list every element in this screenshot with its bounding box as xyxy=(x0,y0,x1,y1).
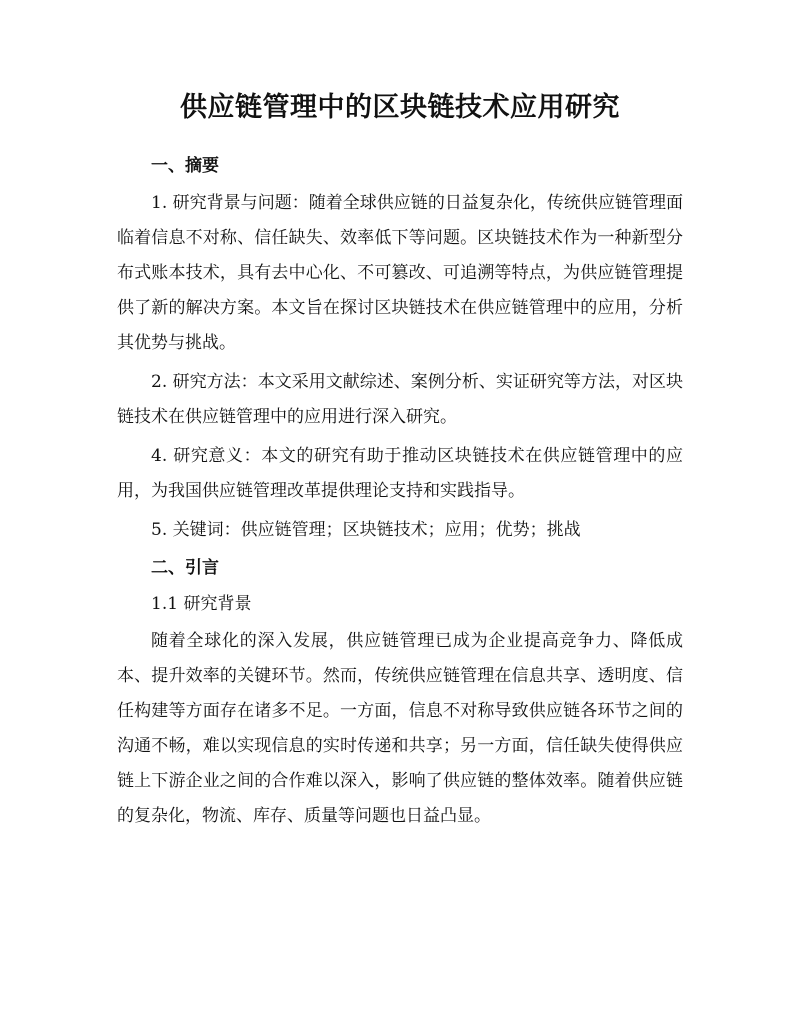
abstract-method-paragraph: 2. 研究方法：本文采用文献综述、案例分析、实证研究等方法，对区块链技术在供应链管理中的应用进行深入研究。 xyxy=(117,372,683,427)
abstract-heading: 一、摘要 xyxy=(151,156,219,176)
abstract-background-paragraph: 1. 研究背景与问题：随着全球供应链的日益复杂化，传统供应链管理面临着信息不对称、信任缺失、效率低下等问题。区块链技术作为一种新型分布式账本技术，具有去中心化、不可篡改、可追溯等特点，为供应链管理提供了新的解决方案。本文旨在探讨区块链技术在供应链管理中的应用，分析其优势与挑战。 xyxy=(117,193,683,353)
intro-subheading: 1.1 研究背景 xyxy=(151,594,252,614)
intro-background-paragraph: 随着全球化的深入发展，供应链管理已成为企业提高竞争力、降低成本、提升效率的关键环节。然而，传统供应链管理在信息共享、透明度、信任构建等方面存在诸多不足。一方面，信息不对称导致供应链各环节之间的沟通不畅，难以实现信息的实时传递和共享；另一方面，信任缺失使得供应链上下游企业之间的合作难以深入，影响了供应链的整体效率。随着供应链的复杂化，物流、库存、质量等问题也日益凸显。 xyxy=(117,631,683,826)
abstract-significance-paragraph: 4. 研究意义：本文的研究有助于推动区块链技术在供应链管理中的应用，为我国供应链管理改革提供理论支持和实践指导。 xyxy=(117,446,683,501)
abstract-keywords-paragraph: 5. 关键词：供应链管理；区块链技术；应用；优势；挑战 xyxy=(151,520,581,540)
document-title: 供应链管理中的区块链技术应用研究 xyxy=(180,92,620,123)
document-page xyxy=(117,88,683,838)
intro-heading: 二、引言 xyxy=(151,558,219,578)
